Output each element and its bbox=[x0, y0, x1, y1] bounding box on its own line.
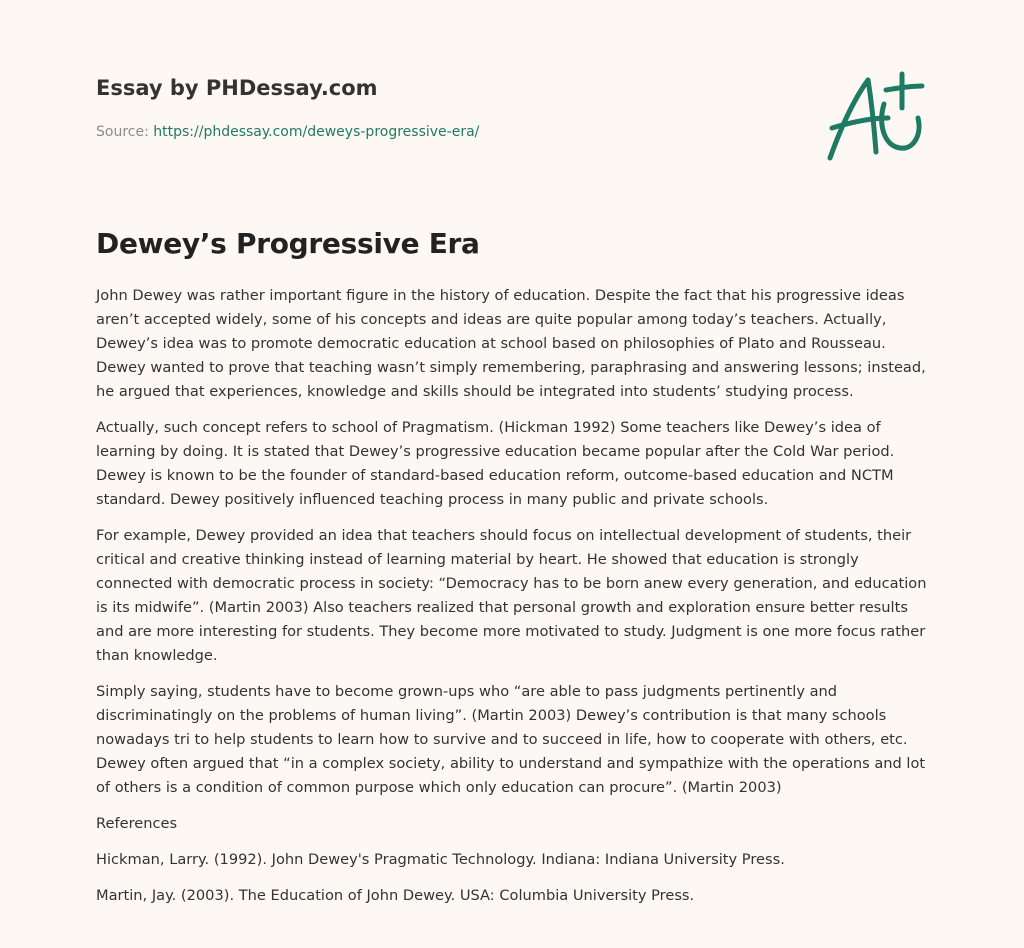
reference-item: Martin, Jay. (2003). The Education of John Dewey. USA: Columbia University Press. bbox=[96, 887, 695, 904]
source-link[interactable]: https://phdessay.com/deweys-progressive-era/ bbox=[153, 124, 480, 140]
essay-paragraph: For example, Dewey provided an idea that teachers should focus on intellectual development of students, their critical and creative thinking instead of learning material by heart. He showed that education is strongly connected with democratic process in society: “Democracy has to be born anew every generation, and education is its midwife”. (Martin 2003) Also teachers realized that personal growth and exploration ensure better results and are more interesting for students. They become more motivated to study. Judgment is one more focus rather than knowledge. bbox=[96, 527, 927, 664]
essay-title: Dewey’s Progressive Era bbox=[96, 227, 480, 260]
source-label: Source: bbox=[96, 124, 149, 140]
essay-body bbox=[96, 284, 932, 920]
source-line bbox=[96, 124, 479, 140]
a-plus-logo-icon bbox=[822, 68, 926, 164]
reference-item: Hickman, Larry. (1992). John Dewey's Pragmatic Technology. Indiana: Indiana University Press. bbox=[96, 851, 785, 868]
essay-paragraph: Simply saying, students have to become grown-ups who “are able to pass judgments pertinently and discriminatingly on the problems of human living”. (Martin 2003) Dewey’s contribution is that many schools nowadays tri to help students to learn how to survive and to succeed in life, how to cooperate with others, etc. Dewey often argued that “in a complex society, ability to understand and sympathize with the operations and lot of others is a condition of common purpose which only education can procure”. (Martin 2003) bbox=[96, 683, 926, 796]
essay-paragraph: John Dewey was rather important figure in the history of education. Despite the fact that his progressive ideas aren’t accepted widely, some of his concepts and ideas are quite popular among today’s teachers. Actually, Dewey’s idea was to promote democratic education at school based on philosophies of Plato and Rousseau. Dewey wanted to prove that teaching wasn’t simply remembering, paraphrasing and answering lessons; instead, he argued that experiences, knowledge and skills should be integrated into students’ studying process. bbox=[96, 287, 926, 400]
site-title: Essay by PHDessay.com bbox=[96, 76, 378, 100]
references-heading: References bbox=[96, 815, 178, 832]
essay-paragraph: Actually, such concept refers to school of Pragmatism. (Hickman 1992) Some teachers like Dewey’s idea of learning by doing. It is stated that Dewey’s progressive education became popular after the Cold War period. Dewey is known to be the founder of standard-based education reform, outcome-based education and NCTM standard. Dewey positively influenced teaching process in many public and private schools. bbox=[96, 419, 895, 508]
